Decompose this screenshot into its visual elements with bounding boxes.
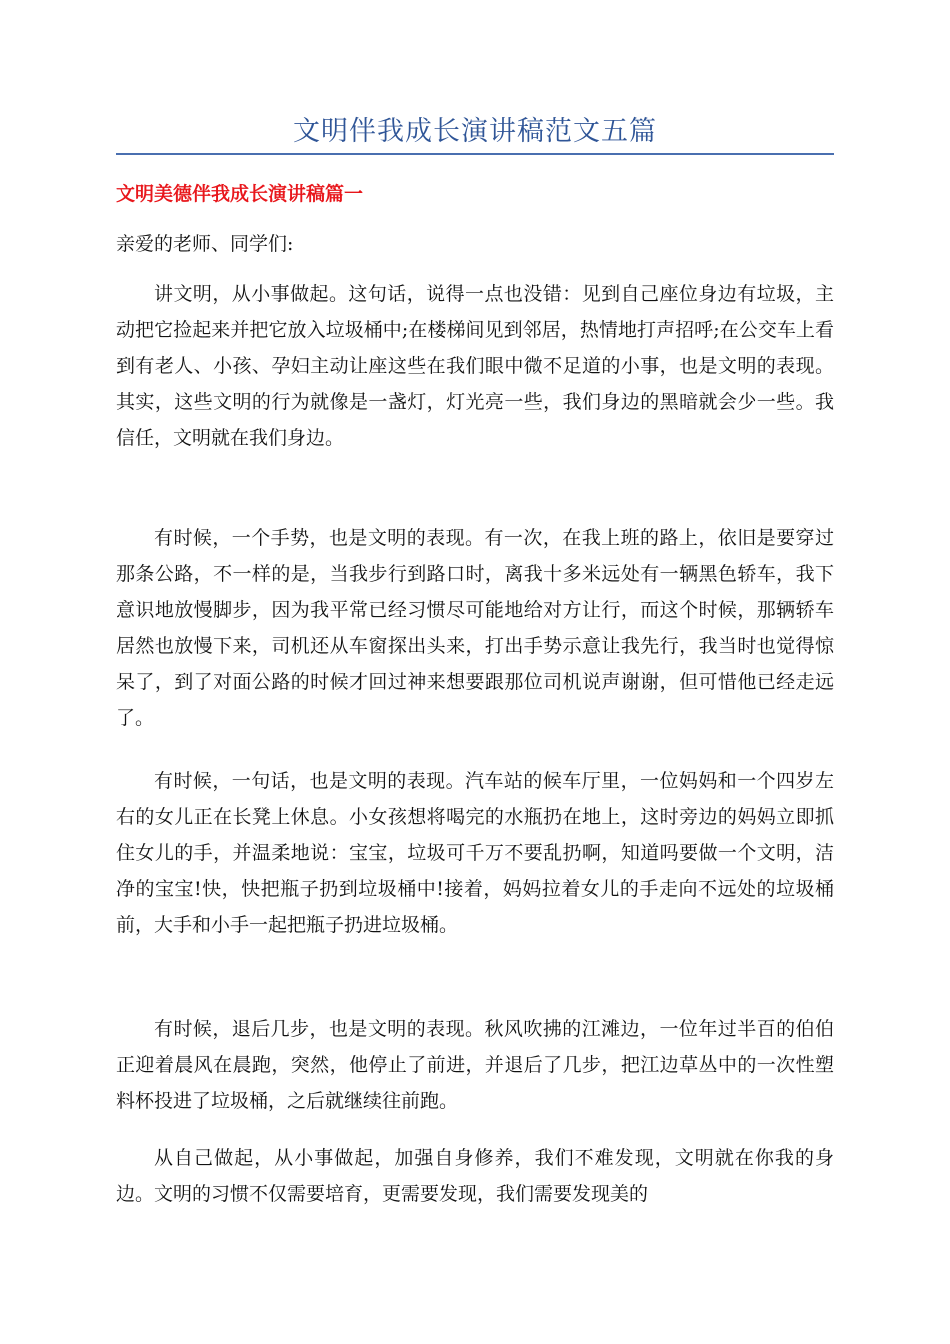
title-underline	[116, 153, 834, 155]
section-heading: 文明美德伴我成长演讲稿篇一	[116, 183, 364, 205]
paragraph: 从自己做起，从小事做起，加强自身修养，我们不难发现，文明就在你我的身边。文明的习惯不仅需要培育，更需要发现，我们需要发现美的	[116, 1147, 834, 1205]
document-title: 文明伴我成长演讲稿范文五篇	[293, 116, 657, 147]
paragraph: 有时候，一句话，也是文明的表现。汽车站的候车厅里，一位妈妈和一个四岁左右的女儿正在长凳上休息。小女孩想将喝完的水瓶扔在地上，这时旁边的妈妈立即抓住女儿的手，并温柔地说：宝宝，垃圾可千万不要乱扔啊，知道吗要做一个文明，洁净的宝宝!快，快把瓶子扔到垃圾桶中!接着，妈妈拉着女儿的手走向不远处的垃圾桶前，大手和小手一起把瓶子扔进垃圾桶。	[116, 770, 834, 936]
greeting: 亲爱的老师、同学们:	[116, 233, 294, 255]
paragraph: 有时候，一个手势，也是文明的表现。有一次，在我上班的路上，依旧是要穿过那条公路，不一样的是，当我步行到路口时，离我十多米远处有一辆黑色轿车，我下意识地放慢脚步，因为我平常已经习惯尽可能地给对方让行，而这个时候，那辆轿车居然也放慢下来，司机还从车窗探出头来，打出手势示意让我先行，我当时也觉得惊呆了，到了对面公路的时候才回过神来想要跟那位司机说声谢谢，但可惜他已经走远了。	[116, 527, 834, 729]
paragraph: 讲文明，从小事做起。这句话，说得一点也没错：见到自己座位身边有垃圾，主动把它捡起来并把它放入垃圾桶中;在楼梯间见到邻居，热情地打声招呼;在公交车上看到有老人、小孩、孕妇主动让座这些在我们眼中微不足道的小事，也是文明的表现。其实，这些文明的行为就像是一盏灯，灯光亮一些，我们身边的黑暗就会少一些。我信任，文明就在我们身边。	[116, 283, 834, 449]
paragraph: 有时候，退后几步，也是文明的表现。秋风吹拂的江滩边，一位年过半百的伯伯正迎着晨风在晨跑，突然，他停止了前进，并退后了几步，把江边草丛中的一次性塑料杯投进了垃圾桶，之后就继续往前跑。	[116, 1018, 834, 1112]
